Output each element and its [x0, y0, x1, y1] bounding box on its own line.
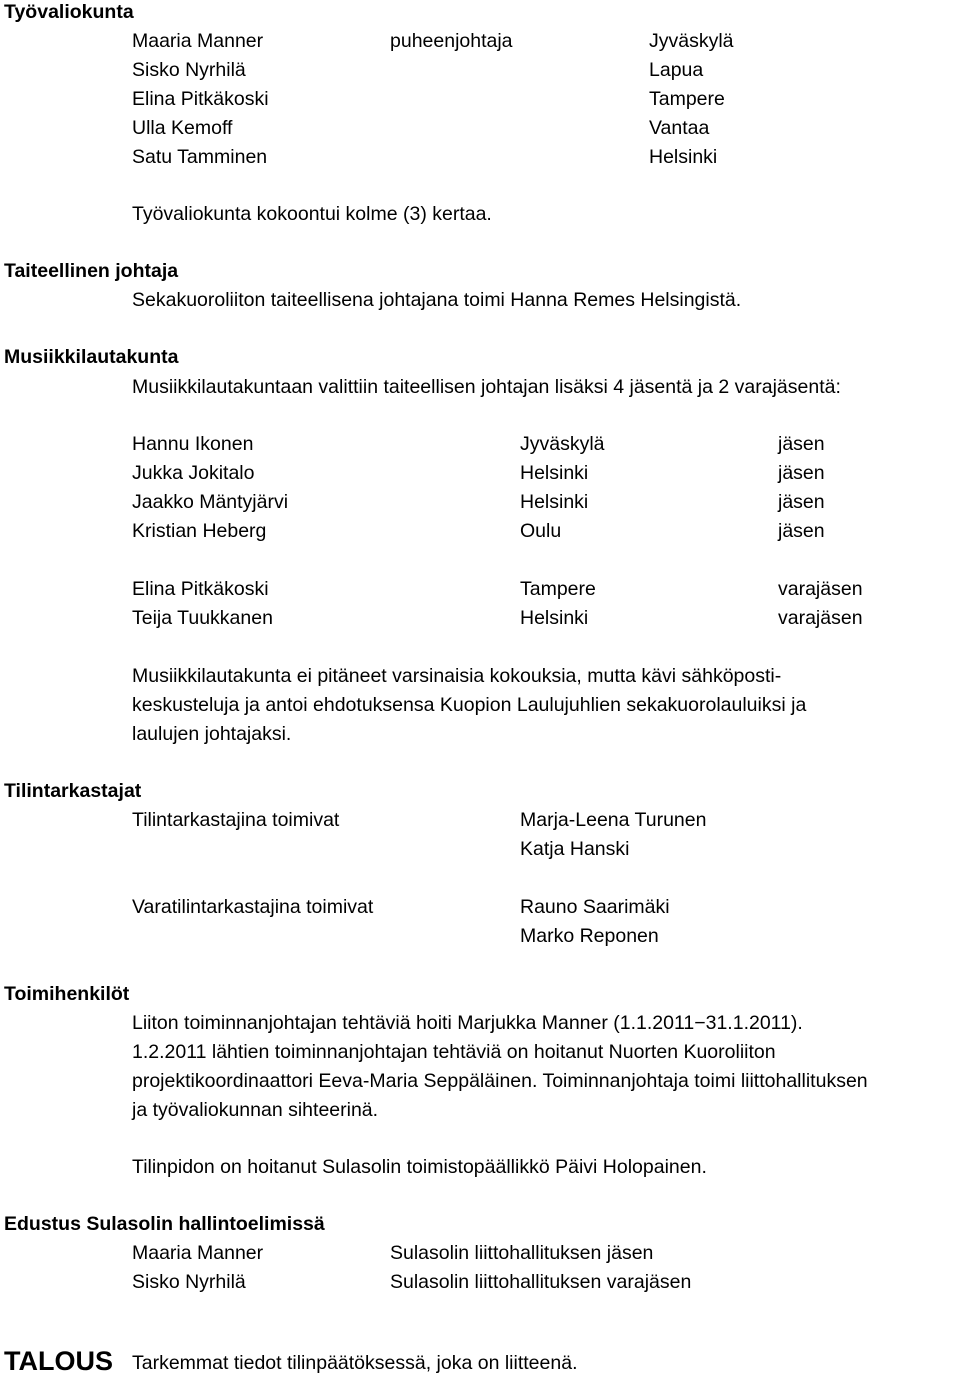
member-role: jäsen: [778, 491, 825, 513]
member-name: Hannu Ikonen: [132, 433, 254, 455]
paragraph-line: projektikoordinaattori Eeva-Maria Seppäläinen. Toiminnanjohtaja toimi liittohallituksen: [132, 1070, 868, 1092]
section-heading-musiikkilautakunta: Musiikkilautakunta: [4, 346, 179, 368]
auditor-name: Marja-Leena Turunen: [520, 809, 707, 831]
auditor-name: Katja Hanski: [520, 838, 630, 860]
representative-role: Sulasolin liittohallituksen jäsen: [390, 1242, 654, 1264]
section-heading-tilintarkastajat: Tilintarkastajat: [4, 780, 142, 802]
musiikkilautakunta-intro: Musiikkilautakuntaan valittiin taiteellisen johtajan lisäksi 4 jäsentä ja 2 varajäsentä:: [132, 376, 841, 398]
member-role: varajäsen: [778, 578, 863, 600]
member-name: Jaakko Mäntyjärvi: [132, 491, 289, 513]
member-city: Oulu: [520, 520, 562, 542]
talous-text: Tarkemmat tiedot tilinpäätöksessä, joka on liitteenä.: [132, 1352, 578, 1374]
member-role: jäsen: [778, 433, 825, 455]
paragraph-line: Musiikkilautakunta ei pitäneet varsinaisia kokouksia, mutta kävi sähköposti-: [132, 665, 782, 687]
member-name: Elina Pitkäkoski: [132, 88, 269, 110]
taiteellinen-text: Sekakuoroliiton taiteellisena johtajana toimi Hanna Remes Helsingistä.: [132, 289, 742, 311]
tilinpito-text: Tilinpidon on hoitanut Sulasolin toimistopäällikkö Päivi Holopainen.: [132, 1156, 707, 1178]
member-city: Helsinki: [649, 146, 718, 168]
member-role: puheenjohtaja: [390, 30, 513, 52]
paragraph-line: keskusteluja ja antoi ehdotuksensa Kuopion Laulujuhlien sekakuorolauluiksi ja: [132, 694, 807, 716]
deputy-auditor-name: Marko Reponen: [520, 925, 659, 947]
member-role: jäsen: [778, 520, 825, 542]
member-city: Vantaa: [649, 117, 710, 139]
paragraph-line: 1.2.2011 lähtien toiminnanjohtajan tehtäviä on hoitanut Nuorten Kuoroliiton: [132, 1041, 776, 1063]
paragraph-line: ja työvaliokunnan sihteerinä.: [132, 1099, 379, 1121]
representative-role: Sulasolin liittohallituksen varajäsen: [390, 1271, 692, 1293]
member-name: Kristian Heberg: [132, 520, 267, 542]
member-city: Tampere: [649, 88, 725, 110]
member-name: Ulla Kemoff: [132, 117, 233, 139]
member-name: Jukka Jokitalo: [132, 462, 255, 484]
member-city: Helsinki: [520, 607, 589, 629]
member-role: varajäsen: [778, 607, 863, 629]
member-city: Jyväskylä: [520, 433, 605, 455]
member-role: jäsen: [778, 462, 825, 484]
member-city: Tampere: [520, 578, 596, 600]
representative-name: Maaria Manner: [132, 1242, 264, 1264]
member-city: Jyväskylä: [649, 30, 734, 52]
member-city: Helsinki: [520, 462, 589, 484]
member-name: Teija Tuukkanen: [132, 607, 273, 629]
paragraph-line: laulujen johtajaksi.: [132, 723, 292, 745]
deputy-auditors-label: Varatilintarkastajina toimivat: [132, 896, 374, 918]
member-name: Elina Pitkäkoski: [132, 578, 269, 600]
tyovaliokunta-note: Työvaliokunta kokoontui kolme (3) kertaa.: [132, 203, 492, 225]
section-heading-edustus: Edustus Sulasolin hallintoelimissä: [4, 1213, 325, 1235]
paragraph-line: Liiton toiminnanjohtajan tehtäviä hoiti Marjukka Manner (1.1.2011−31.1.2011).: [132, 1012, 803, 1034]
section-heading-tyovaliokunta: Työvaliokunta: [4, 1, 134, 23]
section-heading-taiteellinen: Taiteellinen johtaja: [4, 260, 179, 282]
section-heading-talous: TALOUS: [4, 1346, 113, 1376]
member-name: Satu Tamminen: [132, 146, 268, 168]
representative-name: Sisko Nyrhilä: [132, 1271, 246, 1293]
member-city: Lapua: [649, 59, 704, 81]
member-name: Maaria Manner: [132, 30, 264, 52]
auditors-label: Tilintarkastajina toimivat: [132, 809, 340, 831]
deputy-auditor-name: Rauno Saarimäki: [520, 896, 670, 918]
member-city: Helsinki: [520, 491, 589, 513]
member-name: Sisko Nyrhilä: [132, 59, 246, 81]
section-heading-toimihenkilot: Toimihenkilöt: [4, 983, 130, 1005]
